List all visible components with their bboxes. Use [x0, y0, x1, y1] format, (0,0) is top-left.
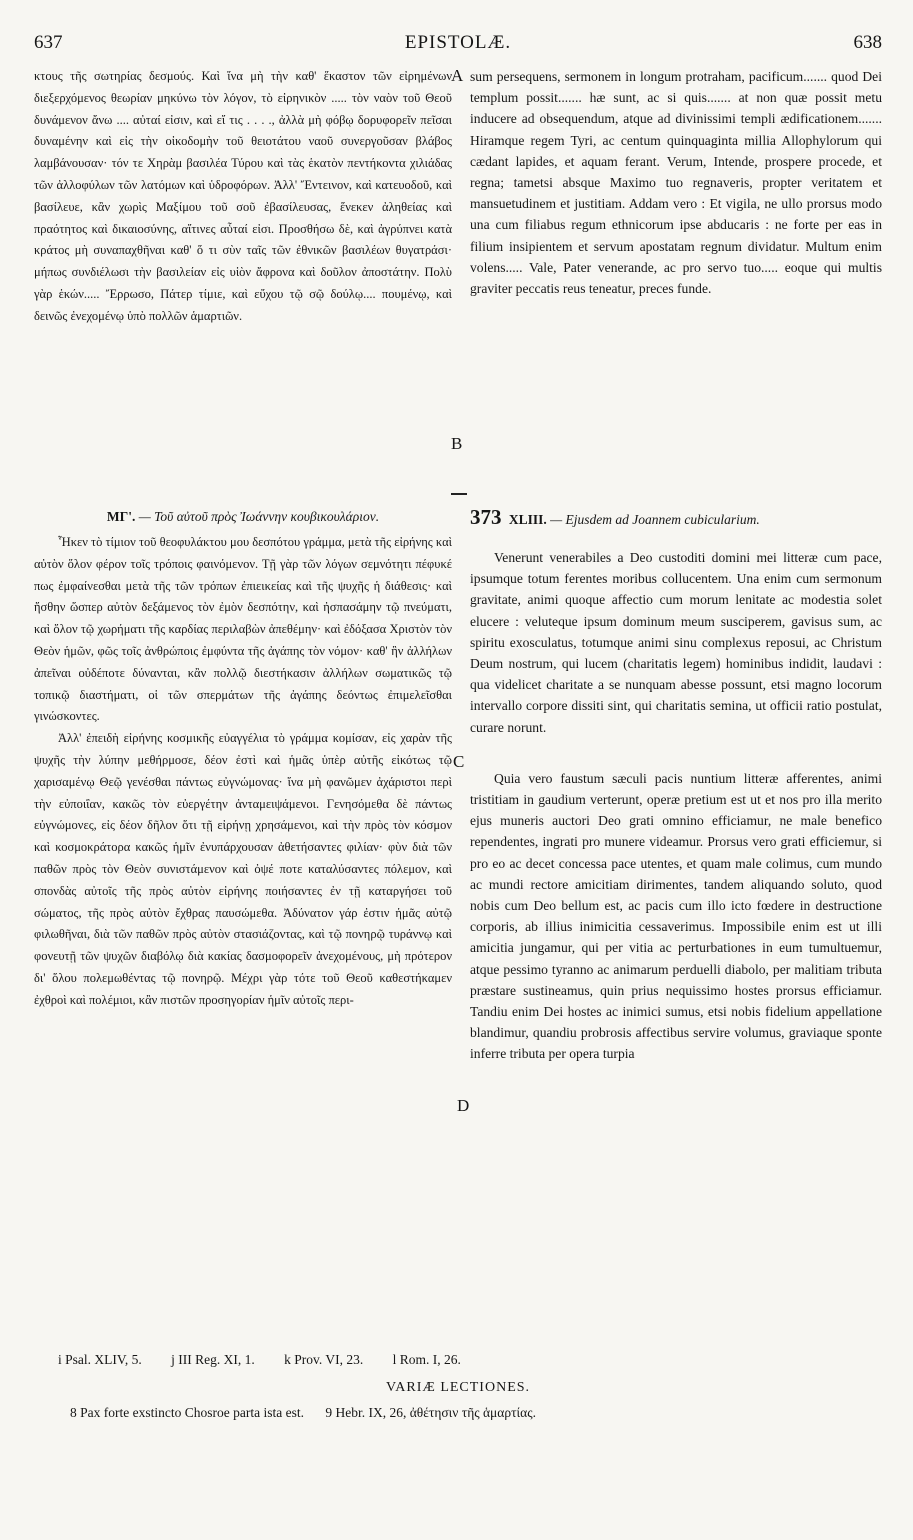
reference: i Psal. XLIV, 5. — [58, 1352, 142, 1367]
reference: k Prov. VI, 23. — [284, 1352, 364, 1367]
latin-column-top — [470, 66, 882, 299]
latin-column-main — [470, 506, 882, 1065]
margin-marker-a: A — [451, 66, 464, 85]
margin-marker-c: C — [453, 752, 465, 771]
greek-column-main — [34, 506, 452, 1012]
greek-letter-title — [34, 506, 452, 528]
scripture-references — [58, 1352, 906, 1368]
latin-paragraph: Quia vero faustum sæculi pacis nuntium litteræ afferentes, animi tristitiam in gaudium verterunt, operæ pretium est ut et nos pro illa merito ejus muneris auctori Deo grati omnino efficiamur, ne male benefico rependentes, ingrati pro munere videamur. Prorsus vero grati efficiemur, si pro eo ac decet concessa pace utentes, et quam male colimus, cum mundo ac mundi rectore amicitiam dirimentes, tandem aliquando soluto, quod nobis cum Deo bellum est, ac pacis cum illo icto fœdere in destructione corporis, ab illius inimicitia cessaverimus. Impossibile enim est ut illi amicitia jungamur, qui per vitia ac perturbationes in eum tumultuemur, atque pessimo tyranno ac animarum perduelli diabolo, per malitiam tributa præstare sustineamus, quin prius nequissimo hostes prorsus efficiamur. Tandiu enim Dei hostes ac inimici sumus, etsi nobis fidelium appellatione blandimur, quandiu probrosis affectibus servire volumus, graviaque sponte inferre tributa per opera turpia — [470, 770, 882, 1062]
margin-marker-d: D — [457, 1096, 470, 1115]
latin-letter-heading: — Ejusdem ad Joannem cubicularium. — [550, 512, 760, 527]
margin-marker-b: B — [451, 434, 463, 453]
greek-paragraph: Ἀλλ' ἐπειδὴ εἰρήνης κοσμικῆς εὐαγγέλια τὸ γράμμα κομίσαν, εἰς χαρὰν τῆς ψυχῆς τὴν λύπην μεθήρμοσε, δέον ἐστὶ καὶ ἡμᾶς ὑπὲρ αὐτῆς εἰκότως τῷ χαρισαμένῳ Θεῷ γενέσθαι πάντως εὐγνώμονας· ἵνα μὴ φανῶμεν ἀχάριστοι περὶ τὴν εὐποιΐαν, κακῶς τὸν εὐεργέτην ἀνταμειψάμενοι. Γενησόμεθα δὲ πάντως εὐγνώμονες, εἰς δέον δῆλον ὅτι τῇ εἰρήνῃ χρησάμενοι, καὶ τὴν πρὸς τὸν κόσμον καὶ κοσμοκράτορα κακῶς ἡμῖν ἐνυπάρχουσαν ἀθετήσαντες φιλίαν· φὺν διὰ τῶν παθῶν πρὸς τὸν Θεὸν συνιστάμενον καὶ ὀψέ ποτε καταλύσαντες πόλεμον, καὶ σπονδὰς αὐτοῖς τῆς πρὸς αὐτὸν εἰρήνης ποιήσαντες ἐν τῇ καταργήσει τοῦ σώματος, τῆς πρὸς αὐτὸν ἔχθρας παυσώμεθα. Ἀδύνατον γάρ ἐστιν ἡμᾶς αὐτῷ φιλωθῆναι, διὰ τῶν παθῶν πρὸς αὐτὸν στασιάζοντας, καὶ τῷ πονηρῷ τυράννῳ καὶ φονευτῇ τῶν ψυχῶν διαβόλῳ διὰ κακίας δασμοφορεῖν ἀνεχομένους, μὴ πρότερον δι' ὅλου πολεμωθέντας τῷ πονηρῷ. Μέχρι γὰρ τότε τοῦ Θεοῦ καθεστήκαμεν ἐχθροὶ καὶ πολέμιοι, κἂν πιστῶν προσηγορίαν ἡμῖν αὐτοῖς περι- — [34, 731, 452, 1007]
greek-letter-heading: — Τοῦ αὐτοῦ πρὸς Ἰωάννην κουβικουλάριον. — [138, 509, 380, 524]
greek-column-top — [34, 66, 452, 328]
column-number: 373 — [470, 505, 502, 529]
variant-reading: 9 Hebr. IX, 26, ἀθέτησιν τῆς ἁμαρτίας. — [325, 1405, 536, 1420]
greek-letter-number: ΜΓ'. — [106, 509, 136, 524]
reference: l Rom. I, 26. — [392, 1352, 461, 1367]
page-header — [34, 32, 882, 58]
latin-letter-title — [470, 506, 882, 531]
greek-paragraph: κτους τῆς σωτηρίας δεσμούς. Καὶ ἵνα μὴ τὴν καθ' ἕκαστον τῶν εἰρημένων διεξερχόμενος θεωρίαν μηκύνω τὸν λόγον, τὸ εἰρηνικὸν ..... τὸν ναὸν τοῦ Θεοῦ δυνάμενον ἄνω .... αὐταί εἰσιν, καὶ εἴ τις . . . ., ἀλλὰ μὴ φόβῳ δορυφορεῖν πεῖσαι δυναμένην καὶ εἰς τὴν οἰκοδομὴν τοῦ θειοτάτου ναοῦ συνεργοῦσαν βλάβος λαμβάνουσαν· τόν τε Χηρὰμ βασιλέα Τύρου καὶ τὰς ἑκατὸν πεντήκοντα χιλιάδας τῶν ἀλλοφύλων τῶν λατόμων καὶ ὑδροφόρων. Ἀλλ' Ἔντεινον, καὶ κατευοδοῦ, καὶ βασίλευε, κἂν χωρὶς Μαξίμου τοῦ σοῦ ἐβασίλευσας, ἕνεκεν ἀληθείας καὶ πραότητος καὶ δικαιοσύνης, αἵτινες αὗταί εἰσι. Προσθήσω δὲ, καὶ ἀγρύπνει κατὰ κράτος μὴ συναπαχθῆναι καθ' ὅ τι σὺν ταῖς τῶν ἐθνικῶν βασιλέων θυγατράσι· μήπως συνδιέλωσι τὴν βασιλείαν εἰς υἱὸν ἄφρονα καὶ δοῦλον ἀποστάτην. Πολὺ γὰρ ἑκών..... Ἔρρωσο, Πάτερ τίμιε, καὶ εὔχου τῷ σῷ δούλῳ.... πουμένῳ, καὶ δεινῶς ἐνεχομένῳ ὑπὸ πολλῶν ἁμαρτιῶν. — [34, 69, 452, 323]
page-number-right: 638 — [853, 32, 882, 53]
column-divider-dash — [451, 493, 467, 495]
latin-paragraph: sum persequens, sermonem in longum protraham, pacificum....... quod Dei templum possit....... hæ sunt, ac si quis....... at non quæ possit metu inducere ad obsequendum, atque ad divinissimi templi ædificationem....... Hiramque regem Tyri, ac centum quinquaginta millia Allophylorum qui cædant lapides, et aquam ferant. Verum, Intende, prospere procede, et regna; tametsi absque Maximo tuo regnaveris, propter veritatem et mansuetudinem et justitiam. Addam vero : Et vigila, ne ullo prorsus modo una cum filiabus regum ethnicorum ipse abducaris : ne forte per eas in filium insipientem et servum apostatam regnum dividatur. Multum enim volens..... Vale, Pater venerande, ac pro servo tuo..... eoque qui multis graviter peccatis reus teneatur, preces funde. — [470, 69, 882, 297]
greek-paragraph: Ἧκεν τὸ τίμιον τοῦ θεοφυλάκτου μου δεσπότου γράμμα, μετὰ τῆς εἰρήνης καὶ αὐτὸν ὅλον φέρον τοῖς τρόποις φαινόμενον. Τῇ γὰρ τῶν λόγων σεμνότητι πέφυκέ πως ἐμφαίνεσθαι μετὰ τῆς τῶν τρόπων ἐπιεικείας καὶ τῆς ψυχῆς ἡ διάθεσις· καὶ ἥσθην ὥσπερ αὐτὸν δεξάμενος τὸν ἐμὸν δεσπότην, καὶ ἠσπασάμην τῷ πνεύματι, καὶ ὅλον τῷ χωρήματι τῆς καρδίας περιλαβὼν ἀπεθέμην· καὶ ἐδόξασα Χριστὸν τὸν Θεὸν ἡμῶν, φῶς τοῖς ἀνθρώποις ἐμφύντα τῆς ἀγάπης τὸν νόμον· καθ' ἣν ἀλλήλων ἀπεῖναι οὐδέποτε δύνανται, κἂν πολλῷ διεστήκασιν ἀλλήλων σωματικῶς τῷ τοπικῷ διαστήματι, οἱ τῶν σπερμάτων τῆς ἀγάπης δεόντως ἐπιμελεῖσθαι γινώσκοντες. — [34, 535, 452, 724]
page-number-left: 637 — [34, 32, 63, 53]
latin-letter-number: XLIII. — [508, 512, 547, 527]
latin-paragraph: Venerunt venerabiles a Deo custoditi domini mei litteræ cum pace, ipsumque totum ferentes moribus collucentem. Una enim cum sermonum gravitate, animi quoque affectio cum morum lenitate ac modestia solet elucere : veluteque ipsum dominum meum susciperem, gavisus sum, ac spiritu exosculatus, totumque animi sinu complexus reposui, ac Christum Deum nostrum, qui lucem (charitatis legem) hominibus indidit, laudavi : qua videlicet charitate a se nunquam abesse possunt, etsi magno locorum intervallo corpore dissiti sint, qui charitatis semina, ut officii ratio postulat, curare norunt. — [470, 550, 882, 735]
variae-lectiones — [70, 1405, 913, 1421]
reference: j III Reg. XI, 1. — [171, 1352, 255, 1367]
variant-reading: 8 Pax forte exstincto Chosroe parta ista est. — [70, 1405, 304, 1420]
variae-lectiones-title: VARIÆ LECTIONES. — [385, 1380, 531, 1395]
running-title: EPISTOLÆ. — [404, 32, 512, 53]
